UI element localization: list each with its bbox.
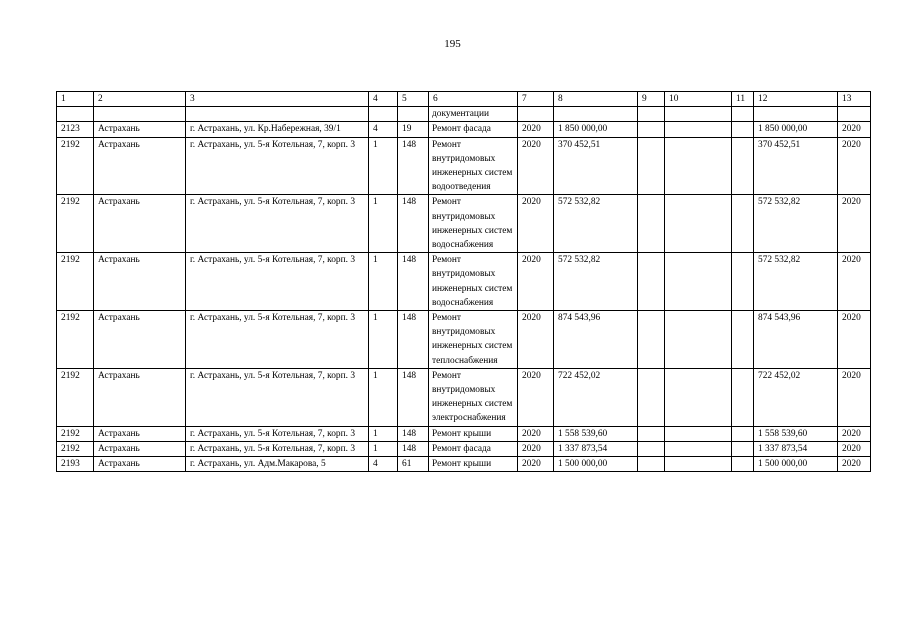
cell-col-4: 1 xyxy=(369,426,398,441)
cell-col-4: 1 xyxy=(369,368,398,426)
table-row xyxy=(57,122,871,137)
table-row xyxy=(57,137,871,195)
cell-year-end xyxy=(838,107,871,122)
cell-id: 2193 xyxy=(57,457,94,472)
cell-amount: 572 532,82 xyxy=(554,195,638,253)
cell-col-9 xyxy=(638,137,665,195)
column-number: 10 xyxy=(665,92,732,107)
cell-col-5: 148 xyxy=(398,311,429,369)
cell-amount: 874 543,96 xyxy=(554,311,638,369)
column-number: 4 xyxy=(369,92,398,107)
cell-amount: 1 500 000,00 xyxy=(554,457,638,472)
cell-col-4: 1 xyxy=(369,195,398,253)
column-number: 13 xyxy=(838,92,871,107)
cell-year-end: 2020 xyxy=(838,253,871,311)
column-number: 2 xyxy=(94,92,186,107)
cell-total: 1 337 873,54 xyxy=(754,441,838,456)
cell-city: Астрахань xyxy=(94,195,186,253)
table-row xyxy=(57,457,871,472)
cell-year-end: 2020 xyxy=(838,195,871,253)
cell-col-5: 148 xyxy=(398,253,429,311)
cell-total: 1 850 000,00 xyxy=(754,122,838,137)
cell-col-9 xyxy=(638,311,665,369)
cell-col-9 xyxy=(638,107,665,122)
cell-city xyxy=(94,107,186,122)
cell-col-10 xyxy=(665,426,732,441)
column-number: 7 xyxy=(518,92,554,107)
cell-address: г. Астрахань, ул. 5-я Котельная, 7, корп. 3 xyxy=(186,368,369,426)
table-row xyxy=(57,311,871,369)
cell-city: Астрахань xyxy=(94,311,186,369)
cell-year-end: 2020 xyxy=(838,426,871,441)
cell-city: Астрахань xyxy=(94,253,186,311)
cell-col-5: 148 xyxy=(398,441,429,456)
cell-id: 2192 xyxy=(57,137,94,195)
page-number: 195 xyxy=(444,38,461,50)
cell-year-end: 2020 xyxy=(838,457,871,472)
cell-work-type: Ремонт внутридомовых инженерных систем водоотведения xyxy=(429,137,518,195)
cell-col-4: 1 xyxy=(369,441,398,456)
table-row xyxy=(57,107,871,122)
column-number-row xyxy=(57,92,871,107)
cell-col-5: 148 xyxy=(398,195,429,253)
cell-year: 2020 xyxy=(518,441,554,456)
column-number: 5 xyxy=(398,92,429,107)
cell-year: 2020 xyxy=(518,368,554,426)
column-number: 8 xyxy=(554,92,638,107)
cell-col-11 xyxy=(732,107,754,122)
cell-year: 2020 xyxy=(518,122,554,137)
cell-work-type: Ремонт внутридомовых инженерных систем теплоснабжения xyxy=(429,311,518,369)
repair-schedule-table xyxy=(56,91,871,472)
cell-total: 1 500 000,00 xyxy=(754,457,838,472)
cell-id xyxy=(57,107,94,122)
cell-year-end: 2020 xyxy=(838,137,871,195)
cell-amount: 1 337 873,54 xyxy=(554,441,638,456)
cell-address: г. Астрахань, ул. 5-я Котельная, 7, корп. 3 xyxy=(186,426,369,441)
cell-col-9 xyxy=(638,122,665,137)
cell-col-10 xyxy=(665,195,732,253)
cell-work-type: Ремонт фасада xyxy=(429,122,518,137)
cell-id: 2192 xyxy=(57,311,94,369)
cell-address: г. Астрахань, ул. 5-я Котельная, 7, корп. 3 xyxy=(186,137,369,195)
cell-year: 2020 xyxy=(518,253,554,311)
cell-col-5: 148 xyxy=(398,368,429,426)
cell-col-4: 4 xyxy=(369,457,398,472)
cell-col-11 xyxy=(732,253,754,311)
cell-work-type: документации xyxy=(429,107,518,122)
cell-col-10 xyxy=(665,368,732,426)
cell-city: Астрахань xyxy=(94,122,186,137)
cell-id: 2192 xyxy=(57,426,94,441)
cell-col-4: 1 xyxy=(369,137,398,195)
cell-col-11 xyxy=(732,441,754,456)
cell-amount: 722 452,02 xyxy=(554,368,638,426)
cell-col-4: 1 xyxy=(369,253,398,311)
cell-col-4 xyxy=(369,107,398,122)
cell-col-11 xyxy=(732,426,754,441)
cell-address: г. Астрахань, ул. 5-я Котельная, 7, корп. 3 xyxy=(186,253,369,311)
column-number: 1 xyxy=(57,92,94,107)
cell-total: 572 532,82 xyxy=(754,195,838,253)
cell-col-10 xyxy=(665,107,732,122)
cell-city: Астрахань xyxy=(94,457,186,472)
cell-id: 2192 xyxy=(57,368,94,426)
table-row xyxy=(57,195,871,253)
cell-col-11 xyxy=(732,195,754,253)
cell-amount: 1 850 000,00 xyxy=(554,122,638,137)
cell-work-type: Ремонт фасада xyxy=(429,441,518,456)
cell-work-type: Ремонт внутридомовых инженерных систем водоснабжения xyxy=(429,253,518,311)
column-number: 12 xyxy=(754,92,838,107)
cell-col-11 xyxy=(732,368,754,426)
cell-col-4: 1 xyxy=(369,311,398,369)
cell-col-10 xyxy=(665,137,732,195)
cell-id: 2192 xyxy=(57,253,94,311)
table-row xyxy=(57,253,871,311)
cell-amount: 370 452,51 xyxy=(554,137,638,195)
cell-total: 370 452,51 xyxy=(754,137,838,195)
cell-total: 1 558 539,60 xyxy=(754,426,838,441)
cell-col-10 xyxy=(665,253,732,311)
cell-col-10 xyxy=(665,122,732,137)
cell-col-9 xyxy=(638,368,665,426)
cell-col-5: 19 xyxy=(398,122,429,137)
cell-total: 874 543,96 xyxy=(754,311,838,369)
cell-year: 2020 xyxy=(518,311,554,369)
column-number: 3 xyxy=(186,92,369,107)
cell-year-end: 2020 xyxy=(838,368,871,426)
cell-year xyxy=(518,107,554,122)
cell-work-type: Ремонт внутридомовых инженерных систем электроснабжения xyxy=(429,368,518,426)
cell-col-10 xyxy=(665,441,732,456)
table-row xyxy=(57,426,871,441)
cell-work-type: Ремонт крыши xyxy=(429,457,518,472)
cell-col-9 xyxy=(638,426,665,441)
column-number: 11 xyxy=(732,92,754,107)
cell-col-10 xyxy=(665,311,732,369)
cell-col-5: 148 xyxy=(398,426,429,441)
cell-total: 722 452,02 xyxy=(754,368,838,426)
cell-col-9 xyxy=(638,457,665,472)
cell-total: 572 532,82 xyxy=(754,253,838,311)
cell-city: Астрахань xyxy=(94,137,186,195)
cell-city: Астрахань xyxy=(94,426,186,441)
cell-col-4: 4 xyxy=(369,122,398,137)
cell-work-type: Ремонт крыши xyxy=(429,426,518,441)
cell-amount xyxy=(554,107,638,122)
cell-amount: 1 558 539,60 xyxy=(554,426,638,441)
cell-id: 2123 xyxy=(57,122,94,137)
cell-year: 2020 xyxy=(518,426,554,441)
cell-col-9 xyxy=(638,253,665,311)
cell-col-5: 148 xyxy=(398,137,429,195)
column-number: 9 xyxy=(638,92,665,107)
cell-address xyxy=(186,107,369,122)
cell-col-11 xyxy=(732,311,754,369)
cell-address: г. Астрахань, ул. Адм.Макарова, 5 xyxy=(186,457,369,472)
cell-id: 2192 xyxy=(57,195,94,253)
cell-address: г. Астрахань, ул. 5-я Котельная, 7, корп. 3 xyxy=(186,195,369,253)
column-number: 6 xyxy=(429,92,518,107)
cell-col-11 xyxy=(732,137,754,195)
cell-year: 2020 xyxy=(518,137,554,195)
cell-year-end: 2020 xyxy=(838,311,871,369)
cell-amount: 572 532,82 xyxy=(554,253,638,311)
cell-year: 2020 xyxy=(518,195,554,253)
cell-address: г. Астрахань, ул. 5-я Котельная, 7, корп. 3 xyxy=(186,311,369,369)
cell-col-5 xyxy=(398,107,429,122)
cell-year-end: 2020 xyxy=(838,122,871,137)
cell-city: Астрахань xyxy=(94,441,186,456)
cell-col-5: 61 xyxy=(398,457,429,472)
cell-col-10 xyxy=(665,457,732,472)
cell-address: г. Астрахань, ул. Кр.Набережная, 39/1 xyxy=(186,122,369,137)
cell-total xyxy=(754,107,838,122)
cell-year: 2020 xyxy=(518,457,554,472)
cell-year-end: 2020 xyxy=(838,441,871,456)
table-row xyxy=(57,441,871,456)
cell-city: Астрахань xyxy=(94,368,186,426)
cell-col-11 xyxy=(732,457,754,472)
cell-col-9 xyxy=(638,441,665,456)
cell-work-type: Ремонт внутридомовых инженерных систем водоснабжения xyxy=(429,195,518,253)
table-row xyxy=(57,368,871,426)
cell-col-9 xyxy=(638,195,665,253)
cell-id: 2192 xyxy=(57,441,94,456)
cell-col-11 xyxy=(732,122,754,137)
cell-address: г. Астрахань, ул. 5-я Котельная, 7, корп. 3 xyxy=(186,441,369,456)
